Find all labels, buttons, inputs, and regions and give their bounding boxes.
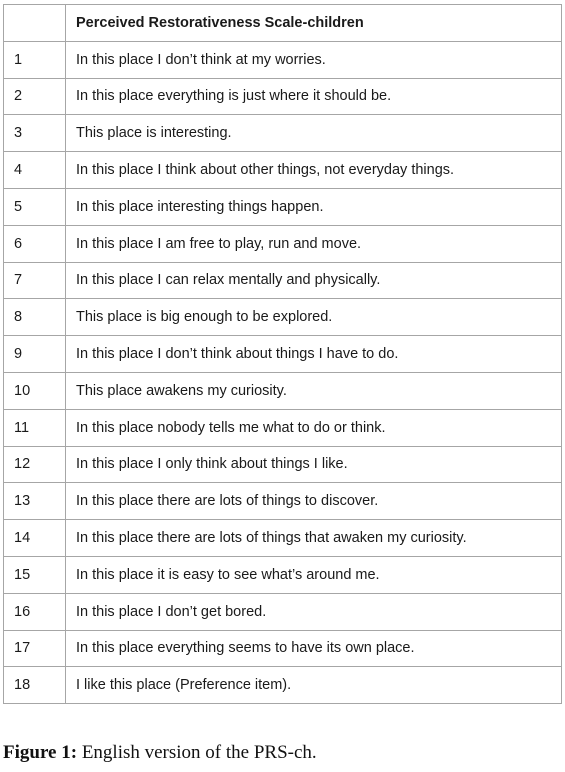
item-number: 7 — [4, 262, 66, 299]
item-number: 3 — [4, 115, 66, 152]
item-number: 4 — [4, 152, 66, 189]
table-row — [4, 593, 562, 630]
figure-caption-text: English version of the PRS-ch. — [77, 742, 317, 763]
table-row — [4, 336, 562, 373]
item-number: 17 — [4, 630, 66, 667]
figure-caption — [3, 742, 317, 764]
table-row — [4, 299, 562, 336]
item-number: 5 — [4, 188, 66, 225]
item-text: This place is big enough to be explored. — [66, 299, 562, 336]
item-text: In this place everything is just where it should be. — [66, 78, 562, 115]
item-text: In this place I can relax mentally and physically. — [66, 262, 562, 299]
item-text: In this place I think about other things, not everyday things. — [66, 152, 562, 189]
table-row — [4, 630, 562, 667]
item-text: In this place there are lots of things that awaken my curiosity. — [66, 520, 562, 557]
table-row — [4, 225, 562, 262]
item-text: In this place I don’t think about things I have to do. — [66, 336, 562, 373]
item-text: I like this place (Preference item). — [66, 667, 562, 704]
item-number: 8 — [4, 299, 66, 336]
table-header-row — [4, 5, 562, 42]
item-number: 14 — [4, 520, 66, 557]
item-text: This place is interesting. — [66, 115, 562, 152]
item-text: In this place there are lots of things to discover. — [66, 483, 562, 520]
item-text: In this place it is easy to see what’s around me. — [66, 556, 562, 593]
table-row — [4, 188, 562, 225]
item-number: 12 — [4, 446, 66, 483]
item-text: In this place everything seems to have its own place. — [66, 630, 562, 667]
table-row — [4, 446, 562, 483]
item-text: In this place I am free to play, run and move. — [66, 225, 562, 262]
item-number: 13 — [4, 483, 66, 520]
table-row — [4, 41, 562, 78]
item-number: 6 — [4, 225, 66, 262]
item-number: 1 — [4, 41, 66, 78]
item-text: In this place I only think about things I like. — [66, 446, 562, 483]
table-row — [4, 667, 562, 704]
item-text: In this place interesting things happen. — [66, 188, 562, 225]
table-row — [4, 409, 562, 446]
prs-ch-table — [3, 4, 562, 704]
table-row — [4, 372, 562, 409]
table-row — [4, 78, 562, 115]
table-body — [4, 41, 562, 703]
item-number: 9 — [4, 336, 66, 373]
table-row — [4, 115, 562, 152]
figure-label: Figure 1: — [3, 742, 78, 763]
table-row — [4, 556, 562, 593]
item-text: In this place nobody tells me what to do or think. — [66, 409, 562, 446]
header-title-cell: Perceived Restorativeness Scale-children — [66, 5, 562, 42]
item-number: 18 — [4, 667, 66, 704]
item-number: 15 — [4, 556, 66, 593]
item-text: In this place I don’t think at my worries. — [66, 41, 562, 78]
item-number: 11 — [4, 409, 66, 446]
table-row — [4, 483, 562, 520]
table-row — [4, 262, 562, 299]
table-row — [4, 152, 562, 189]
item-text: This place awakens my curiosity. — [66, 372, 562, 409]
table-row — [4, 520, 562, 557]
item-number: 16 — [4, 593, 66, 630]
item-number: 10 — [4, 372, 66, 409]
header-number-cell — [4, 5, 66, 42]
item-number: 2 — [4, 78, 66, 115]
item-text: In this place I don’t get bored. — [66, 593, 562, 630]
